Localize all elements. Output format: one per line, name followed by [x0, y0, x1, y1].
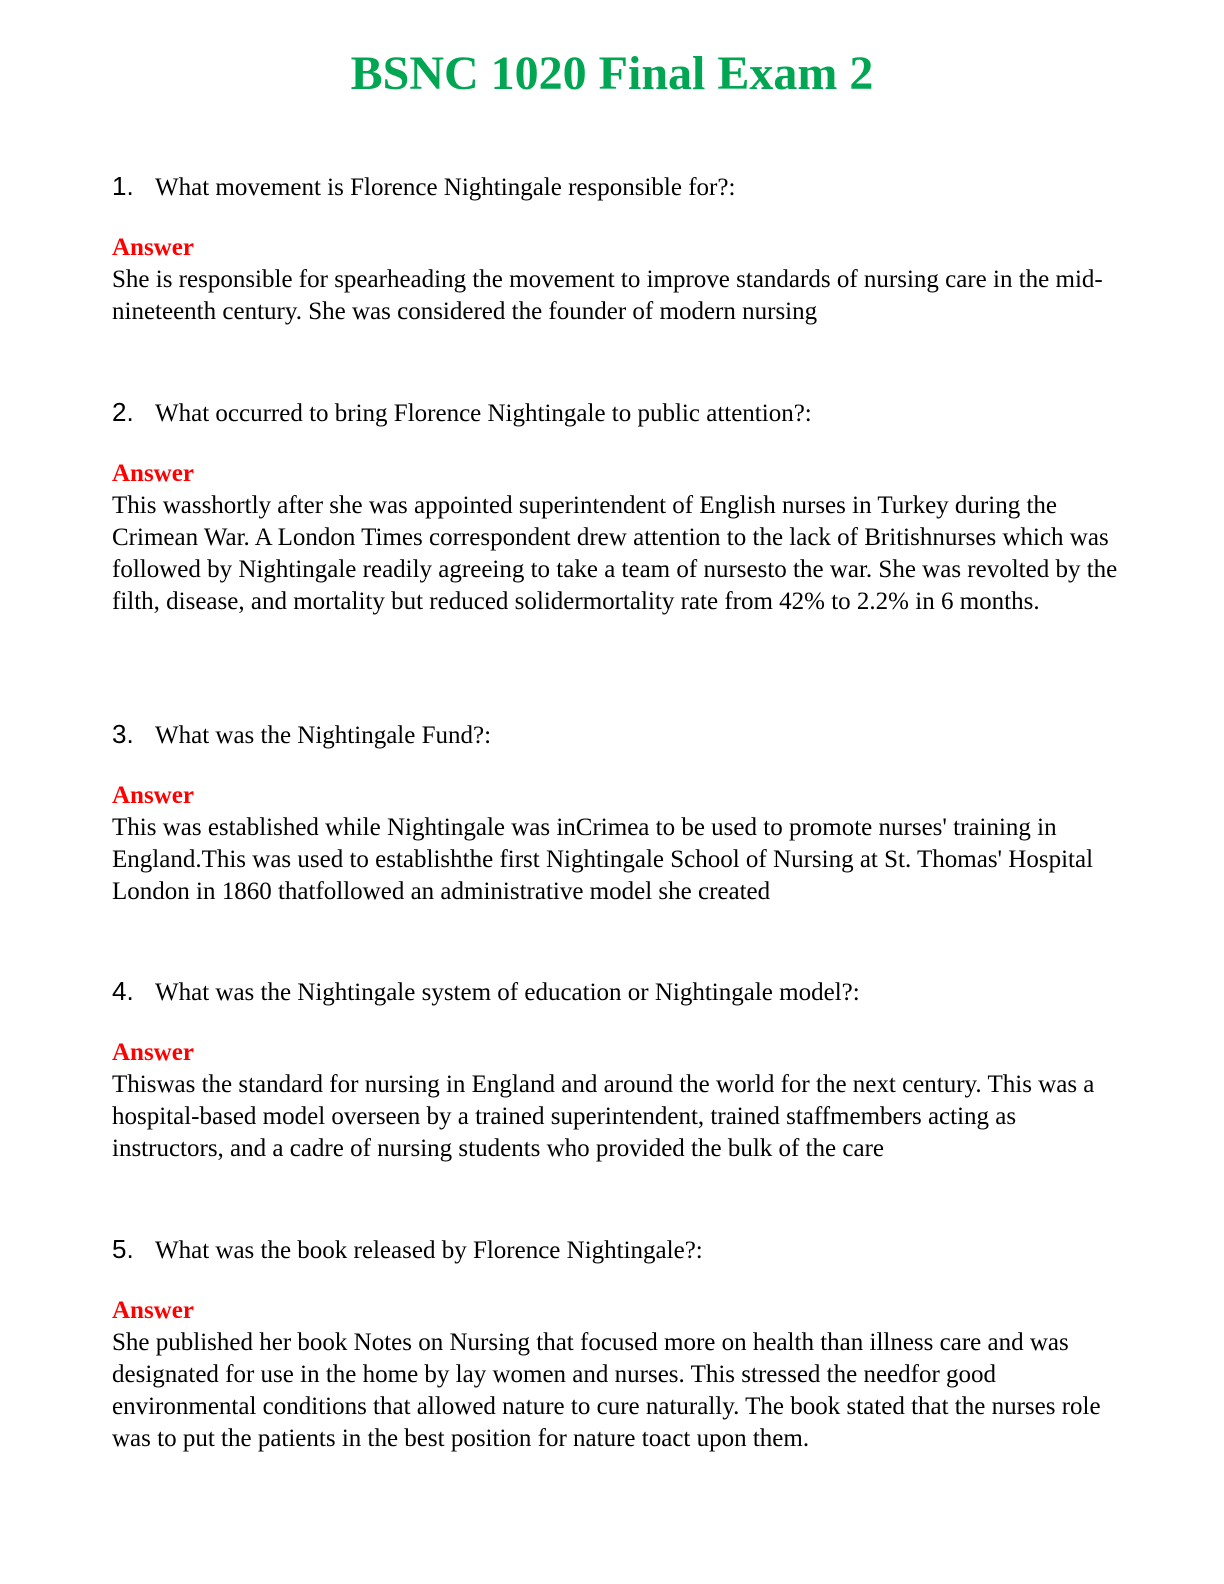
question-3: [112, 718, 1122, 752]
qa-item-2: [112, 396, 1122, 618]
question-text: What occurred to bring Florence Nightingale to public attention?:: [155, 400, 812, 427]
qa-item-1: [112, 170, 1122, 328]
question-number: 2.: [112, 397, 134, 427]
answer-text: Thiswas the standard for nursing in England and around the world for the next century. This was a hospital-based model overseen by a trained superintendent, trained staffmembers acting as instructors, and a cadre of nursing students who provided the bulk of the care: [112, 1071, 1095, 1162]
question-1: [112, 170, 1122, 204]
question-number: 4.: [112, 976, 134, 1006]
qa-item-3: [112, 718, 1122, 908]
question-4: [112, 975, 1122, 1009]
answer-text: She published her book Notes on Nursing that focused more on health than illness care and was designated for use in the home by lay women and nurses. This stressed the needfor good environmental conditions that allowed nature to cure naturally. The book stated that the nurses role was to put the patients in the best position for nature toact upon them.: [112, 1329, 1101, 1452]
answer-text: This was established while Nightingale was inCrimea to be used to promote nurses' training in England.This was used to establishthe first Nightingale School of Nursing at St. Thomas' Hospital London in 1860 thatfollowed an administrative model she created: [112, 814, 1094, 905]
question-number: 3.: [112, 719, 134, 749]
question-2: [112, 396, 1122, 430]
answer-text: She is responsible for spearheading the movement to improve standards of nursing care in the mid-nineteenth century. She was considered the founder of modern nursing: [112, 266, 1103, 325]
qa-item-4: [112, 975, 1122, 1165]
question-text: What was the Nightingale Fund?:: [155, 722, 492, 749]
answer-label: Answer: [112, 1297, 194, 1324]
question-number: 1.: [112, 171, 134, 201]
answer-label: Answer: [112, 1039, 194, 1066]
question-text: What movement is Florence Nightingale responsible for?:: [155, 174, 736, 201]
question-number: 5.: [112, 1234, 134, 1264]
qa-item-5: [112, 1233, 1122, 1455]
question-text: What was the book released by Florence Nightingale?:: [155, 1237, 703, 1264]
answer-label: Answer: [112, 460, 194, 487]
answer-label: Answer: [112, 234, 194, 261]
answer-label: Answer: [112, 782, 194, 809]
answer-text: This wasshortly after she was appointed superintendent of English nurses in Turkey during the Crimean War. A London Times correspondent drew attention to the lack of Britishnurses which was followed by Nightingale readily agreeing to take a team of nursesto the war. She was revolted by the filth, disease, and mortality but reduced solidermortality rate from 42% to 2.2% in 6 months.: [112, 492, 1118, 615]
question-text: What was the Nightingale system of education or Nightingale model?:: [155, 979, 860, 1006]
page-title: BSNC 1020 Final Exam 2: [350, 47, 874, 100]
question-5: [112, 1233, 1122, 1267]
